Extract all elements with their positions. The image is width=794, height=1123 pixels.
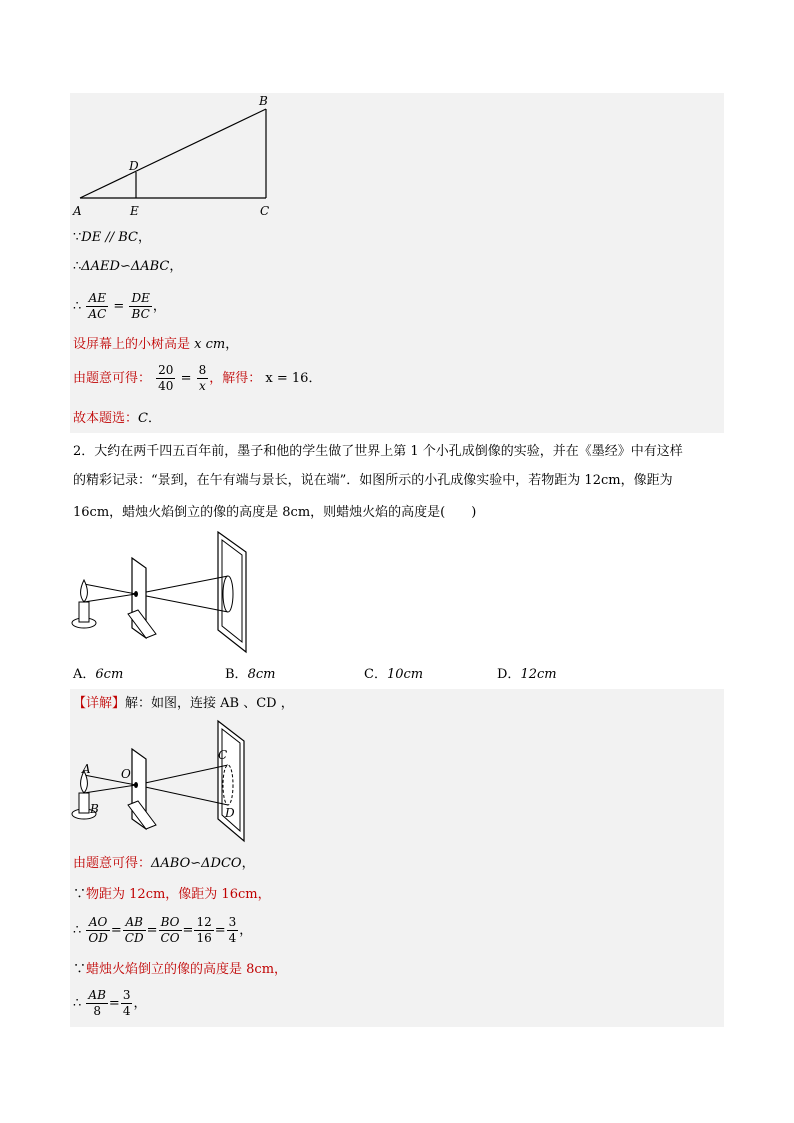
because-symbol: ∵ [73,230,82,245]
label-B: B [259,94,268,108]
denominator: 4 [228,931,237,945]
option-d[interactable] [497,663,557,682]
numerator: AO [86,915,109,931]
answer-value: x = 16 [265,371,309,386]
equals-sign: = [146,923,158,938]
sol2-line4 [73,961,287,979]
comma: ， [152,299,166,314]
therefore-symbol: ∴ [73,996,82,1011]
fraction-12-16 [194,915,213,946]
comma: ， [239,923,253,938]
label-O: O [121,767,131,781]
given-text: 由题意可得： [73,371,152,386]
similar-statement: ΔABO∽ΔDCO [151,856,242,871]
fraction-bo-co [159,915,182,946]
fraction-de-bc [129,291,151,322]
parallel-statement: DE // BC [81,230,138,245]
comma: ， [169,259,183,274]
sol1-line2 [73,258,182,276]
fraction-8-x [197,363,209,394]
variable: x cm [194,337,226,352]
label-D: D [225,806,235,820]
denominator: OD [88,931,108,945]
pinhole-figure [70,530,260,655]
sol1-line5 [73,362,321,396]
label-E: E [130,204,139,218]
answer-label: 故本题选： [73,411,139,426]
option-value: 8cm [247,667,276,682]
let-text: 设屏幕上的小树高是 [73,337,191,352]
because-symbol: ∵ [73,962,87,977]
therefore-symbol: ∴ [73,923,82,938]
equals-sign: = [113,299,125,314]
numerator: 12 [196,915,212,929]
equals-sign: = [214,923,226,938]
denominator: AC [88,307,107,321]
denominator: 4 [122,1004,131,1018]
denominator: CO [160,931,180,945]
solve-text: ，解得： [209,371,262,386]
label-A: A [73,204,82,218]
denominator: 8 [93,1004,101,1018]
denominator: CD [124,931,144,945]
given-text: 由题意可得： [73,856,152,871]
answer-choice: C [138,411,148,426]
sol2-line1 [73,855,255,873]
label-A: A [82,762,91,776]
equals-sign: = [108,996,120,1011]
fraction-ae-ac [86,291,108,322]
question-2-line1: 2．大约在两千四五百年前，墨子和他的学生做了世界上第 1 个小孔成倒像的实验，并在《墨经》中有这样 [73,444,683,459]
fraction-ab-8 [86,988,107,1019]
fraction-20-40 [156,363,175,394]
comma: ， [137,230,151,245]
numerator: 20 [158,363,174,377]
period: ． [308,371,322,386]
denominator: x [199,379,206,393]
because-symbol: ∵ [73,887,87,902]
sol2-line2 [73,886,271,904]
question-2-line2: 的精彩记录：“景到，在午有端与景长，说在端”．如图所示的小孔成像实验中，若物距为 12cm，像距为 [73,473,673,488]
sol1-line3 [73,290,166,324]
denominator: BC [131,307,150,321]
distance-text: 物距为 12cm，像距为 16cm， [86,887,271,902]
comma: ， [241,856,255,871]
numerator: 3 [228,915,237,929]
denominator: 16 [196,931,212,945]
label-C: C [218,748,228,762]
numerator: AB [123,915,146,931]
option-letter: A． [73,667,96,682]
sol2-intro [73,695,294,713]
label-C: C [260,204,270,218]
period: ． [147,411,161,426]
equals-sign: = [182,923,194,938]
numerator: 8 [198,363,207,377]
fraction-3-4 [227,915,239,946]
fraction-ao-od [86,915,109,946]
denominator: 40 [158,379,174,393]
equals-sign: = [110,923,122,938]
numerator: DE [131,291,150,305]
fraction-3-4 [121,988,133,1019]
option-letter: C． [364,667,387,682]
option-value: 10cm [386,667,424,682]
sol1-line1 [73,229,151,247]
sol1-line4 [73,336,238,354]
numerator: BO [159,915,182,931]
therefore-symbol: ∴ [73,299,82,314]
option-value: 12cm [520,667,557,682]
option-letter: B． [225,667,248,682]
label-B: B [90,802,99,816]
pinhole-figure-labeled [70,717,260,847]
option-value: 6cm [95,667,124,682]
sol1-line6 [73,410,161,428]
option-letter: D． [497,667,521,682]
equals-sign: = [180,371,192,386]
numerator: AB [88,988,106,1002]
numerator: AE [86,291,108,307]
sol2-line3 [73,913,252,949]
fraction-ab-cd [123,915,146,946]
label-D: D [129,159,139,173]
image-height-text: 蜡烛火焰倒立的像的高度是 8cm， [86,962,288,977]
comma: ， [133,996,147,1011]
intro-text: 解：如图，连接 AB 、CD ， [125,696,294,711]
similar-statement: ΔAED∽ΔABC [81,259,170,274]
therefore-symbol: ∴ [73,259,82,274]
triangle-figure [70,93,290,223]
option-c[interactable] [364,663,423,682]
sol2-line5 [73,986,146,1022]
option-b[interactable] [225,663,275,682]
option-a[interactable] [73,663,123,682]
detail-tag: 【详解】 [73,696,126,711]
question-2-line3: 16cm，蜡烛火焰倒立的像的高度是 8cm，则蜡烛火焰的高度是( ) [73,505,477,520]
numerator: 3 [122,988,131,1002]
comma: ， [225,337,239,352]
